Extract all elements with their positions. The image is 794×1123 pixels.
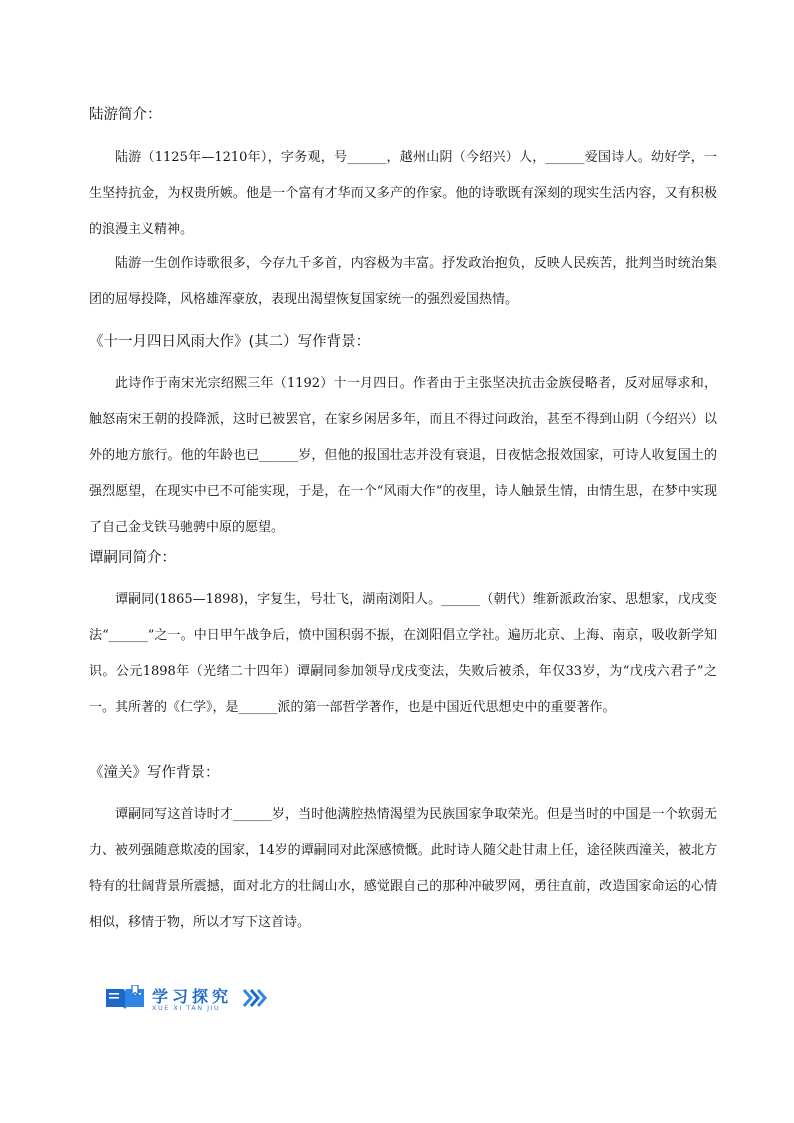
double-chevron-right-icon [242,988,268,1008]
open-book-icon [104,985,146,1013]
section-heading-storm-background: 《十一月四日风雨大作》(其二）写作背景： [89,334,371,350]
study-section-banner [104,983,284,1015]
storm-background-paragraph: 此诗作于南宋光宗绍熙三年（1192）十一月四日。作者由于主张坚决抗击金族侵略者，反对屈辱求和，触怒南宋王朝的投降派，这时已被罢官，在家乡闲居多年，而且不得过问政治，甚至不得到山阴（今绍兴）以外的地方旅行。他的年龄也已______岁，但他的报国壮志并没有衰退，日夜惦念报效国家，可诗人收复国土的强烈愿望，在现实中已不可能实现，于是，在一个“风雨大作”的夜里，诗人触景生情，由情生思，在梦中实现了自己金戈铁马驰骋中原的愿望。 [89,376,717,535]
section-heading-tan-sitong: 谭嗣同简介： [89,550,176,566]
section-heading-tongguan-background: 《潼关》写作背景： [89,765,220,781]
tan-sitong-bio-paragraph: 谭嗣同(1865—1898)，字复生，号壮飞，湖南浏阳人。______（朝代）维新派政治家、思想家，戊戌变法“______”之一。中日甲午战争后，愤中国积弱不振，在浏阳倡立学社。遍历北京、上海、南京，吸收新学知识。公元1898年（光绪二十四年）谭嗣同参加领导戊戌变法，失败后被杀，年仅33岁，为“戊戌六君子”之一。其所著的《仁学》，是______派的第一部哲学著作，也是中国近代思想史中的重要著作。 [89,592,717,715]
lu-you-works-paragraph: 陆游一生创作诗歌很多，今存九千多首，内容极为丰富。抒发政治抱负，反映人民疾苦，批判当时统治集团的屈辱投降，风格雄浑豪放，表现出渴望恢复国家统一的强烈爱国热情。 [89,256,717,307]
study-banner-pinyin: XUE XI TAN JIU [152,1004,221,1012]
lu-you-bio-paragraph: 陆游（1125年—1210年），字务观，号______，越州山阴（今绍兴）人，______爱国诗人。幼好学，一生坚持抗金，为权贵所嫉。他是一个富有才华而又多产的作家。他的诗歌既有深刻的现实生活内容，又有积极的浪漫主义精神。 [89,150,717,237]
section-heading-lu-you: 陆游简介： [89,107,162,123]
tongguan-background-paragraph: 谭嗣同写这首诗时才______岁，当时他满腔热情渴望为民族国家争取荣光。但是当时的中国是一个软弱无力、被列强随意欺凌的国家，14岁的谭嗣同对此深感愤慨。此时诗人随父赴甘肃上任，途径陕西潼关，被北方特有的壮阔背景所震撼，面对北方的壮阔山水，感觉跟自己的那种冲破罗网，勇往直前，改造国家命运的心情相似，移情于物，所以才写下这首诗。 [89,807,717,930]
study-banner-title: 学习探究 [152,987,233,1006]
